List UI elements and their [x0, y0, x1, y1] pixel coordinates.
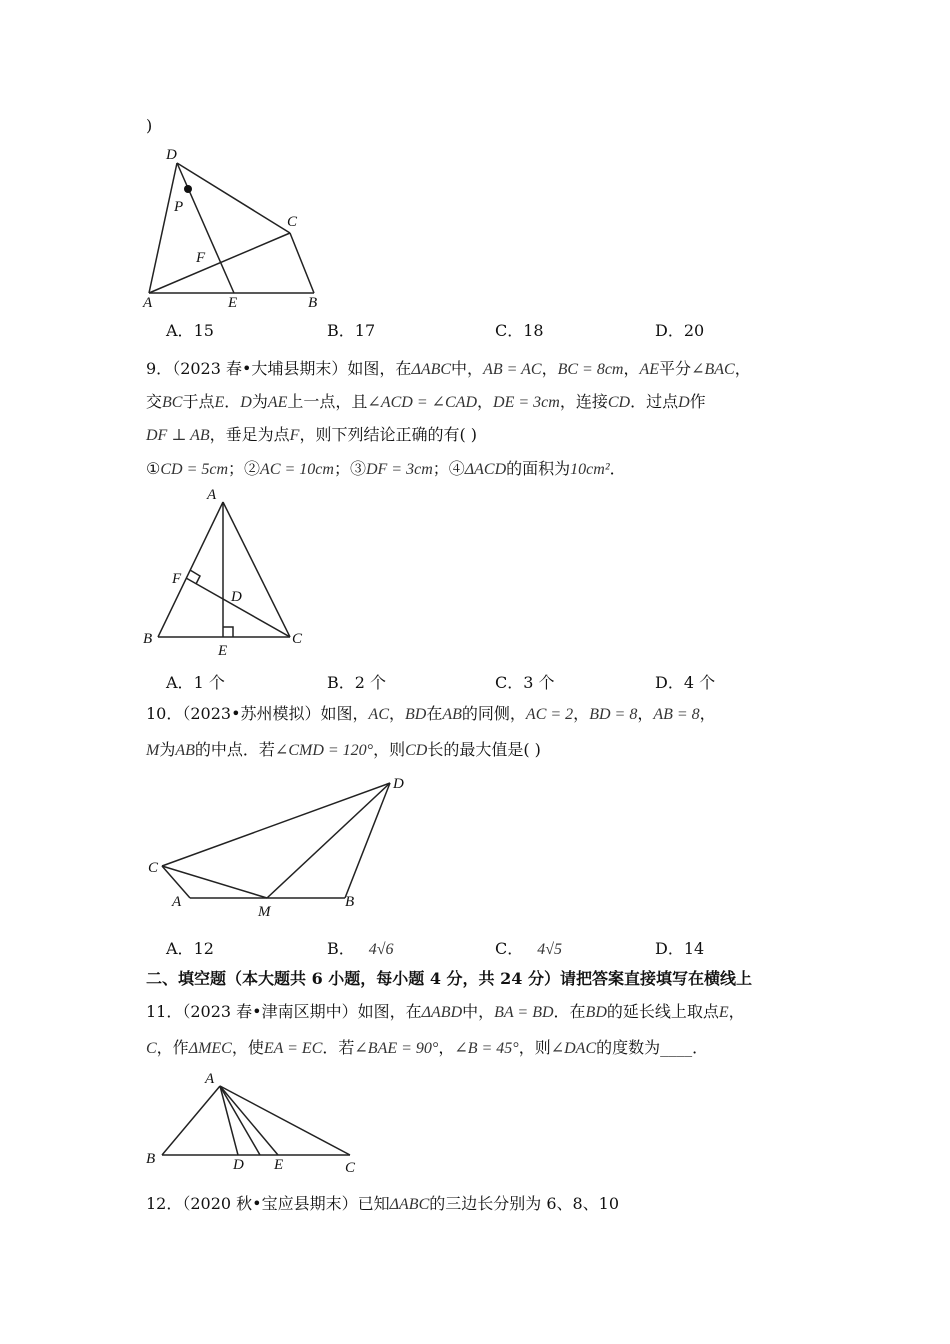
q10-edge-BD [345, 783, 390, 898]
q8-paren-close: ) [146, 116, 153, 135]
q8-label-C: C [287, 214, 298, 230]
q9-option-d: D．4 个 [655, 673, 716, 692]
q9-edge-AC [223, 502, 290, 637]
q9-option-a: A．1 个 [166, 673, 225, 692]
q11-edge-AB [162, 1086, 220, 1155]
q10-option-a: A．12 [166, 939, 214, 958]
q10-label-D: D [393, 776, 404, 792]
q8-edge-DE [177, 163, 234, 293]
q10-label-C: C [148, 860, 159, 876]
q8-option-d: D．20 [655, 321, 705, 340]
q11-line-1: 11．（2023 春•津南区期中）如图，在ΔABD中，BA = BD．在BD的延长线上取点E， [146, 1002, 745, 1021]
q11-label-E: E [274, 1157, 284, 1173]
q9-label-B: B [143, 631, 153, 647]
q11-label-C: C [345, 1160, 356, 1176]
q8-figure [140, 140, 340, 310]
q11-figure [140, 1066, 380, 1181]
q10-line-2: M为AB的中点．若∠CMD = 120°，则CD长的最大值是( ) [146, 740, 541, 759]
q12-line-1: 12．（2020 秋•宝应县期末）已知ΔABC的三边长分别为 6、8、10 [146, 1194, 620, 1213]
q10-label-M: M [258, 904, 271, 920]
q9-right-angle-E [223, 627, 233, 637]
q9-conclusions: ①CD = 5cm；②AC = 10cm；③DF = 3cm；④ΔACD的面积为10cm²． [146, 459, 626, 478]
q10-edge-CD [162, 783, 390, 866]
q8-label-B: B [308, 295, 318, 311]
q8-option-c: C．18 [495, 321, 544, 340]
q10-edge-MD [267, 783, 390, 898]
q8-edge-DC [177, 163, 290, 233]
q9-label-C: C [292, 631, 303, 647]
q10-figure [140, 768, 420, 918]
q10-label-A: A [172, 894, 182, 910]
q8-edge-CB [290, 233, 314, 293]
q8-label-D: D [166, 147, 177, 163]
q10-option-b: B． 4√6 [327, 939, 394, 958]
q9-figure [140, 485, 320, 665]
q9-option-c: C．3 个 [495, 673, 555, 692]
q8-edge-AC [149, 233, 290, 293]
q11-label-B: B [146, 1151, 156, 1167]
q9-edge-FC [186, 578, 290, 637]
q10-line-1: 10．（2023•苏州模拟）如图，AC，BD在AB的同侧，AC = 2，BD = 8，AB = 8， [146, 704, 716, 723]
q11-line-2: C，作ΔMEC，使EA = EC．若∠BAE = 90°，∠B = 45°，则∠DAC的度数为____． [146, 1038, 709, 1057]
q11-label-D: D [233, 1157, 244, 1173]
q8-point-P [184, 185, 192, 193]
q8-label-P: P [174, 199, 184, 215]
q8-label-A: A [143, 295, 153, 311]
q10-option-d: D．14 [655, 939, 705, 958]
q9-line-1: 9．（2023 春•大埔县期末）如图，在ΔABC中，AB = AC，BC = 8cm，AE平分∠BAC， [146, 359, 751, 378]
q9-label-D: D [231, 589, 242, 605]
q8-option-b: B．17 [327, 321, 376, 340]
q9-label-A: A [207, 487, 217, 503]
q9-line-2: 交BC于点E．D为AE上一点，且∠ACD = ∠CAD，DE = 3cm，连接CD．过点D作 [146, 392, 706, 411]
q9-label-E: E [218, 643, 228, 659]
q9-label-F: F [172, 571, 182, 587]
q10-option-c: C． 4√5 [495, 939, 563, 958]
q8-label-F: F [196, 250, 206, 266]
q10-label-B: B [345, 894, 355, 910]
q8-edge-AD [149, 163, 177, 293]
q11-label-A: A [205, 1071, 215, 1087]
q9-line-3: DF ⊥ AB，垂足为点F，则下列结论正确的有( ) [146, 425, 478, 444]
q8-option-a: A．15 [166, 321, 214, 340]
section-2-heading: 二、填空题（本大题共 6 小题，每小题 4 分，共 24 分）请把答案直接填写在横线上 [146, 969, 752, 988]
q8-label-E: E [228, 295, 238, 311]
q9-option-b: B．2 个 [327, 673, 387, 692]
